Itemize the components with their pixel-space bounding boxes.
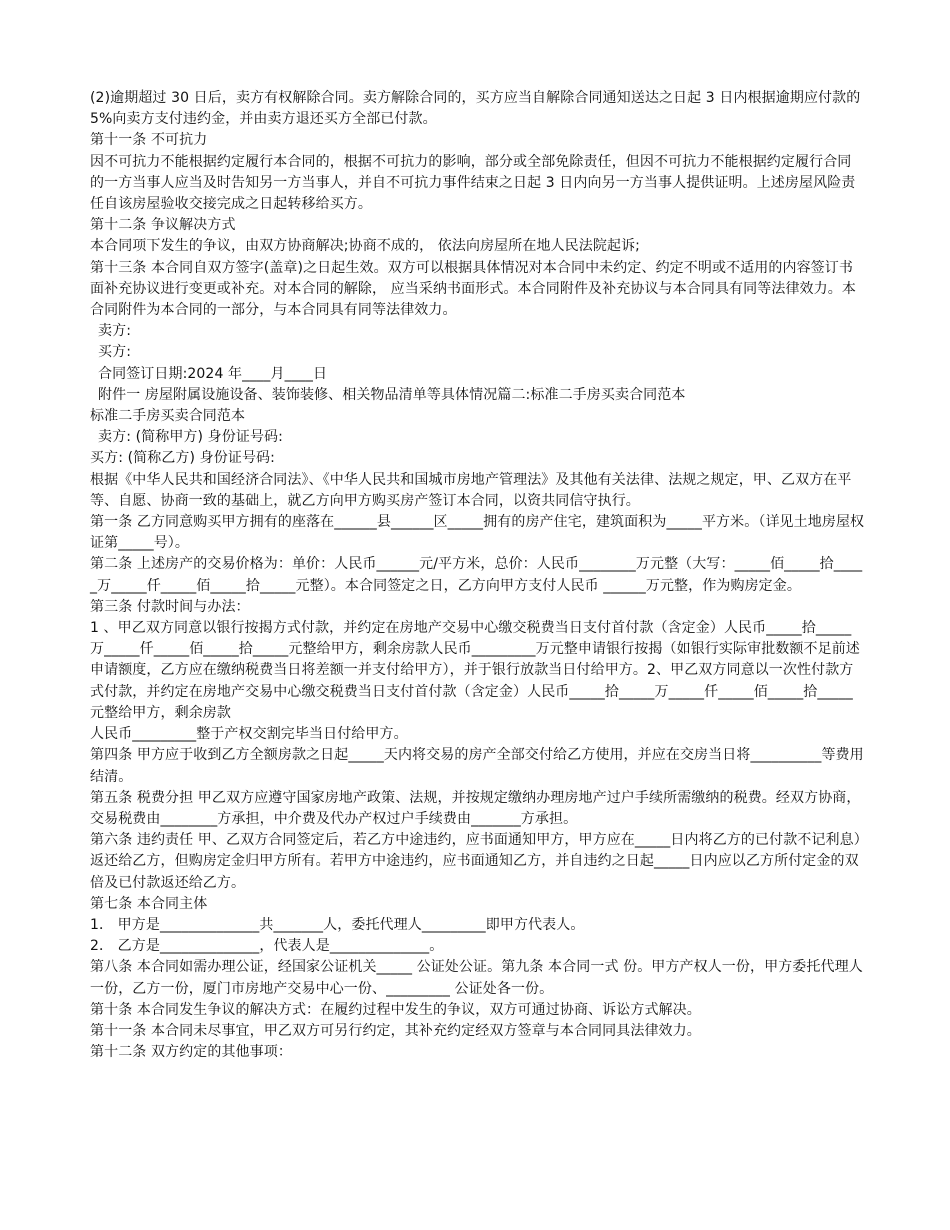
legal-basis-paragraph: 根据《中华人民共和国经济合同法》、《中华人民共和国城市房地产管理法》及其他有关法律、法规之规定，甲、乙双方在平等、自愿、协商一致的基础上，就乙方向甲方购买房产签订本合同，以资共同信守执行。 <box>90 471 852 509</box>
second-contract-title: 标准二手房买卖合同范本 <box>90 408 246 425</box>
article-13: 第十三条 本合同自双方签字(盖章)之日起生效。双方可以根据具体情况对本合同中未约定、约定不明或不适用的内容签订书面补充协议进行变更或补充。对本合同的解除， 应当采纳书面形式。本合同附件及补充协议与本合同具有同等法律效力。本合同附件为本合同的一部分，与本合同具有同等法律效力。 <box>90 259 856 319</box>
article-12-second: 第十二条 双方约定的其他事项： <box>90 1044 292 1061</box>
article-7-heading: 第七条 本合同主体 <box>90 895 208 912</box>
article-7-party-a: 1． 甲方是______________共_______人，委托代理人_________即甲方代表人。 <box>90 916 585 933</box>
article-11-second: 第十一条 本合同未尽事宜，甲乙双方可另行约定，其补充约定经双方签章与本合同同具法律效力。 <box>90 1022 701 1039</box>
seller-signature-line: 卖方: <box>98 323 132 340</box>
paragraph-overdue-termination: (2)逾期超过 30 日后，卖方有权解除合同。卖方解除合同的，买方应当自解除合同通知送达之日起 3 日内根据逾期应付款的 5%向卖方支付违约金，并由卖方退还买方全部已付款。 <box>90 90 861 128</box>
paragraph-dispute-resolution: 本合同项下发生的争议，由双方协商解决;协商不成的， 依法向房屋所在地人民法院起诉; <box>90 238 640 255</box>
article-6: 第六条 违约责任 甲、乙双方合同签定后，若乙方中途违约，应书面通知甲方，甲方应在_____日内将乙方的已付款不记利息）返还给乙方，但购房定金归甲方所有。若甲方中途违约，应书面通知乙方，并自违约之日起_____日内应以乙方所付定金的双倍及已付款返还给乙方。 <box>90 832 861 891</box>
article-7-party-b: 2． 乙方是______________，代表人是______________。 <box>90 938 444 955</box>
attachment-line: 附件一 房屋附属设施设备、装饰装修、相关物品清单等具体情况篇二:标准二手房买卖合同范本 <box>98 386 686 403</box>
article-1: 第一条 乙方同意购买甲方拥有的座落在______县______区_____拥有的房产住宅，建筑面积为_____平方米。（详见土地房屋权证第_____号）。 <box>90 514 865 552</box>
party-a-line: 卖方: (简称甲方) 身份证号码: <box>98 429 283 446</box>
signing-date-line: 合同签订日期:2024 年____月____日 <box>98 365 328 382</box>
article-3-remaining-payment: 人民币_________整于产权交割完毕当日付给甲方。 <box>90 726 408 743</box>
article-10: 第十条 本合同发生争议的解决方式：在履约过程中发生的争议，双方可通过协商、诉讼方式解决。 <box>90 1001 701 1018</box>
article-5: 第五条 税费分担 甲乙双方应遵守国家房地产政策、法规，并按规定缴纳办理房地产过户手续所需缴纳的税费。经双方协商，交易税费由________方承担，中介费及代办产权过户手续费由_______方承担。 <box>90 789 861 827</box>
article-11-heading: 第十一条 不可抗力 <box>90 132 208 149</box>
article-2: 第二条 上述房产的交易价格为：单价：人民币______元/平方米，总价：人民币________万元整（大写：_____佰_____拾_____万_____仟_____佰_____拾_____元整）。本合同签定之日，乙方向甲方支付人民币 ______万元整，作为购房定金。 <box>90 556 863 594</box>
articles-8-9: 第八条 本合同如需办理公证，经国家公证机关_____ 公证处公证。第九条 本合同一式 份。甲方产权人一份，甲方委托代理人一份，乙方一份，厦门市房地产交易中心一份、_________ 公证处各一份。 <box>90 959 863 997</box>
article-4: 第四条 甲方应于收到乙方全额房款之日起_____天内将交易的房产全部交付给乙方使用，并应在交房当日将__________等费用结清。 <box>90 747 864 785</box>
contract-document <box>90 88 865 1063</box>
article-3-heading: 第三条 付款时间与办法： <box>90 598 250 615</box>
party-b-line: 买方: (简称乙方) 身份证号码: <box>90 450 275 467</box>
article-12-heading: 第十二条 争议解决方式 <box>90 217 236 234</box>
buyer-signature-line: 买方: <box>98 344 132 361</box>
article-3-payment-methods: 1 、甲乙双方同意以银行按揭方式付款，并约定在房地产交易中心缴交税费当日支付首付款（含定金）人民币_____拾_____万_____仟_____佰_____拾_____元整给甲方，剩余房款人民币_________万元整申请银行按揭（如银行实际审批数额不足前述申请额度，乙方应在缴纳税费当日将差额一并支付给甲方），并于银行放款当日付给甲方。2、甲乙双方同意以一次性付款方式付款，并约定在房地产交易中心缴交税费当日支付首付款（含定金）人民币_____拾_____万_____仟_____佰_____拾_____元整给甲方，剩余房款 <box>90 620 860 721</box>
paragraph-force-majeure: 因不可抗力不能根据约定履行本合同的，根据不可抗力的影响，部分或全部免除责任，但因不可抗力不能根据约定履行合同的一方当事人应当及时告知另一方当事人，并自不可抗力事件结束之日起 3 日内向另一方当事人提供证明。上述房屋风险责任自该房屋验收交接完成之日起转移给买方。 <box>90 153 856 213</box>
